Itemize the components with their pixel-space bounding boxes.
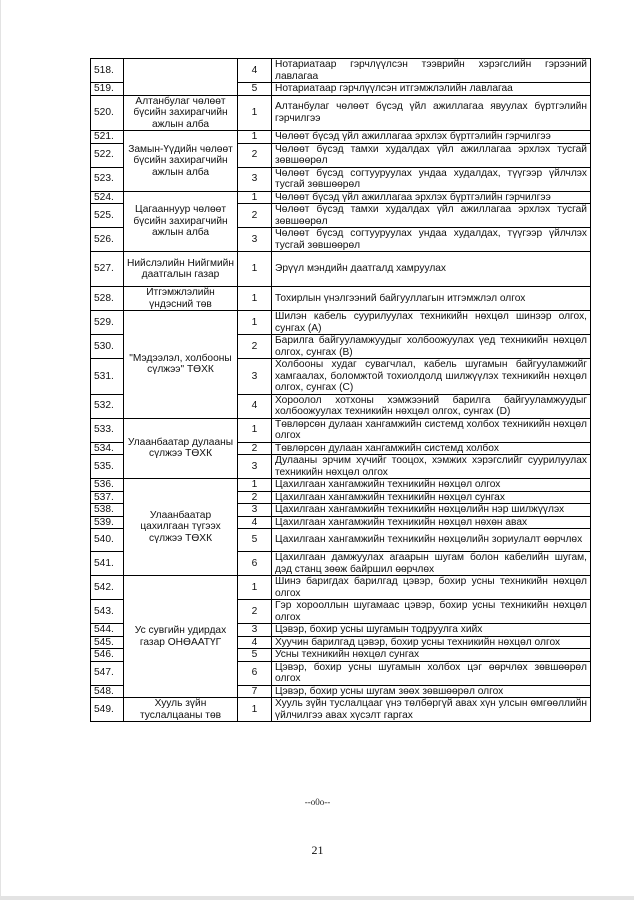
- service-name: Тохирлын үнэлгээний байгууллагын итгэмжлэл олгох: [272, 287, 591, 311]
- row-number: 525.: [91, 204, 124, 228]
- sub-number: 5: [238, 649, 272, 662]
- service-name: Хуучин барилгад цэвэр, бохир усны техникийн нөхцөл олгох: [272, 636, 591, 649]
- row-number: 547.: [91, 661, 124, 685]
- service-name: Нотариатаар гэрчлүүлсэн тээврийн хэрэгслийн гэрээний лавлагаа: [272, 59, 591, 83]
- service-name: Шинэ баригдах барилгад цэвэр, бохир усны техникийн нөхцөл олгох: [272, 576, 591, 600]
- organization-cell: Улаанбаатар цахилгаан түгээх сүлжээ ТӨХК: [124, 479, 238, 576]
- sub-number: 1: [238, 252, 272, 287]
- sub-number: 1: [238, 418, 272, 442]
- row-number: 535.: [91, 455, 124, 479]
- sub-number: 3: [238, 455, 272, 479]
- organization-cell: Алтанбулаг чөлөөт бүсийн захирагчийн ажлын алба: [124, 95, 238, 131]
- row-number: 532.: [91, 394, 124, 418]
- row-number: 546.: [91, 649, 124, 662]
- sub-number: 1: [238, 479, 272, 492]
- service-name: Цэвэр, бохир усны шугамын тодруулга хийх: [272, 624, 591, 637]
- sub-number: 1: [238, 576, 272, 600]
- organization-cell: Ус сувгийн удирдах газар ОНӨААТҮГ: [124, 576, 238, 698]
- service-name: Нотариатаар гэрчлүүлсэн итгэмжлэлийн лавлагаа: [272, 83, 591, 96]
- sub-number: 4: [238, 516, 272, 529]
- sub-number: 5: [238, 529, 272, 552]
- row-number: 528.: [91, 287, 124, 311]
- row-number: 519.: [91, 83, 124, 96]
- service-name: Усны техникийн нөхцөл сунгах: [272, 649, 591, 662]
- sub-number: 2: [238, 204, 272, 228]
- table-row: [91, 131, 591, 144]
- service-name: Цэвэр, бохир усны шугамын холбох цэг өөрчлөх зөвшөөрөл олгох: [272, 661, 591, 685]
- organization-cell: "Мэдээлэл, холбооны сүлжээ" ТӨХК: [124, 311, 238, 419]
- service-name: Чөлөөт бүсэд үйл ажиллагаа эрхлэх бүртгэлийн гэрчилгээ: [272, 191, 591, 204]
- row-number: 520.: [91, 95, 124, 131]
- service-name: Холбооны худаг сувагчлал, кабель шугамын байгууламжийг хамгаалах, боломжтой тохиолдолд шилжүүлэх техникийн нөхцөл олгох, сунгах (C): [272, 359, 591, 395]
- service-name: Чөлөөт бүсэд согтууруулах ундаа худалдах, түүгээр үйлчлэх тусгай зөвшөөрөл: [272, 167, 591, 191]
- sub-number: 3: [238, 504, 272, 517]
- sub-number: 2: [238, 442, 272, 455]
- service-name: Чөлөөт бүсэд үйл ажиллагаа эрхлэх бүртгэлийн гэрчилгээ: [272, 131, 591, 144]
- service-name: Алтанбулаг чөлөөт бүсэд үйл ажиллагаа явуулах бүртгэлийн гэрчилгээ: [272, 95, 591, 131]
- organization-cell: Итгэмжлэлийн үндэсний төв: [124, 287, 238, 311]
- sub-number: 1: [238, 311, 272, 335]
- table-row: [91, 59, 591, 83]
- sub-number: 1: [238, 95, 272, 131]
- service-name: Шилэн кабель суурилуулах техникийн нөхцөл шинээр олгох, сунгах (A): [272, 311, 591, 335]
- row-number: 543.: [91, 600, 124, 624]
- sub-number: 2: [238, 335, 272, 359]
- row-number: 548.: [91, 685, 124, 698]
- row-number: 538.: [91, 504, 124, 517]
- service-name: Цэвэр, бохир усны шугам зөөх зөвшөөрөл олгох: [272, 685, 591, 698]
- row-number: 539.: [91, 516, 124, 529]
- service-name: Чөлөөт бүсэд согтууруулах ундаа худалдах, түүгээр үйлчлэх тусгай зөвшөөрөл: [272, 228, 591, 252]
- sub-number: 1: [238, 131, 272, 144]
- service-name: Дулааны эрчим хүчийг тооцох, хэмжих хэрэгслийг суурилуулах техникийн нөхцөл олгох: [272, 455, 591, 479]
- organization-cell: [124, 59, 238, 96]
- sub-number: 3: [238, 624, 272, 637]
- row-number: 518.: [91, 59, 124, 83]
- service-name: Цахилгаан хангамжийн техникийн нөхцөл сунгах: [272, 491, 591, 504]
- sub-number: 6: [238, 661, 272, 685]
- organization-cell: Улаанбаатар дулааны сүлжээ ТӨХК: [124, 418, 238, 479]
- service-name: Гэр хорооллын шугамаас цэвэр, бохир усны техникийн нөхцөл олгох: [272, 600, 591, 624]
- row-number: 530.: [91, 335, 124, 359]
- organization-cell: Хууль зүйн туслалцааны төв: [124, 698, 238, 722]
- service-name: Төвлөрсөн дулаан хангамжийн системд холбох: [272, 442, 591, 455]
- service-name: Хороолол хотхоны хэмжээний барилга байгууламжуудыг холбоожуулах техникийн нөхцөл олгох, сунгах (D): [272, 394, 591, 418]
- page-number: 21: [311, 843, 324, 857]
- service-name: Барилга байгууламжуудыг холбоожуулах үед техникийн нөхцөл олгох, сунгах (B): [272, 335, 591, 359]
- row-number: 541.: [91, 552, 124, 576]
- service-name: Хууль зүйн туслалцааг үнэ төлбөргүй авах хүн улсын өмгөөллийн үйлчилгээ авах хүсэлт гаргах: [272, 698, 591, 722]
- row-number: 527.: [91, 252, 124, 287]
- service-name: Чөлөөт бүсэд тамхи худалдах үйл ажиллагаа эрхлэх тусгай зөвшөөрөл: [272, 204, 591, 228]
- sub-number: 1: [238, 287, 272, 311]
- table-row: [91, 698, 591, 722]
- table-row: [91, 95, 591, 131]
- service-name: Цахилгаан хангамжийн техникийн нөхцөлийн нэр шилжүүлэх: [272, 504, 591, 517]
- service-name: Цахилгаан хангамжийн техникийн нөхцөл нөхөн авах: [272, 516, 591, 529]
- row-number: 536.: [91, 479, 124, 492]
- sub-number: 2: [238, 143, 272, 167]
- sub-number: 3: [238, 167, 272, 191]
- sub-number: 2: [238, 491, 272, 504]
- organization-cell: Замын-Үүдийн чөлөөт бүсийн захирагчийн ажлын алба: [124, 131, 238, 192]
- row-number: 523.: [91, 167, 124, 191]
- table-row: [91, 252, 591, 287]
- service-name: Цахилгаан дамжуулах агаарын шугам болон кабелийн шугам, дэд станц зөөж байршил өөрчлөх: [272, 552, 591, 576]
- sub-number: 6: [238, 552, 272, 576]
- organization-cell: Нийслэлийн Нийгмийн даатгалын газар: [124, 252, 238, 287]
- sub-number: 4: [238, 636, 272, 649]
- service-name: Эрүүл мэндийн даатгалд хамруулах: [272, 252, 591, 287]
- document-page: [1, 0, 634, 896]
- organization-cell: Цагааннуур чөлөөт бүсийн захирагчийн ажлын алба: [124, 191, 238, 252]
- row-number: 522.: [91, 143, 124, 167]
- end-of-section-mark: --o0o--: [304, 797, 331, 807]
- sub-number: 7: [238, 685, 272, 698]
- table-row: [91, 418, 591, 442]
- sub-number: 1: [238, 698, 272, 722]
- row-number: 533.: [91, 418, 124, 442]
- table-row: [91, 576, 591, 600]
- sub-number: 2: [238, 600, 272, 624]
- service-name: Цахилгаан хангамжийн техникийн нөхцөлийн зориулалт өөрчлөх: [272, 529, 591, 552]
- row-number: 542.: [91, 576, 124, 600]
- row-number: 529.: [91, 311, 124, 335]
- row-number: 526.: [91, 228, 124, 252]
- row-number: 534.: [91, 442, 124, 455]
- sub-number: 1: [238, 191, 272, 204]
- table-row: [91, 479, 591, 492]
- sub-number: 5: [238, 83, 272, 96]
- sub-number: 3: [238, 228, 272, 252]
- row-number: 544.: [91, 624, 124, 637]
- row-number: 549.: [91, 698, 124, 722]
- table-row: [91, 311, 591, 335]
- services-table: [90, 58, 591, 722]
- sub-number: 4: [238, 394, 272, 418]
- row-number: 521.: [91, 131, 124, 144]
- row-number: 537.: [91, 491, 124, 504]
- row-number: 524.: [91, 191, 124, 204]
- service-name: Цахилгаан хангамжийн техникийн нөхцөл олгох: [272, 479, 591, 492]
- sub-number: 4: [238, 59, 272, 83]
- table-row: [91, 287, 591, 311]
- service-name: Төвлөрсөн дулаан хангамжийн системд холбох техникийн нөхцөл олгох: [272, 418, 591, 442]
- sub-number: 3: [238, 359, 272, 395]
- row-number: 545.: [91, 636, 124, 649]
- row-number: 540.: [91, 529, 124, 552]
- service-name: Чөлөөт бүсэд тамхи худалдах үйл ажиллагаа эрхлэх тусгай зөвшөөрөл: [272, 143, 591, 167]
- row-number: 531.: [91, 359, 124, 395]
- table-row: [91, 191, 591, 204]
